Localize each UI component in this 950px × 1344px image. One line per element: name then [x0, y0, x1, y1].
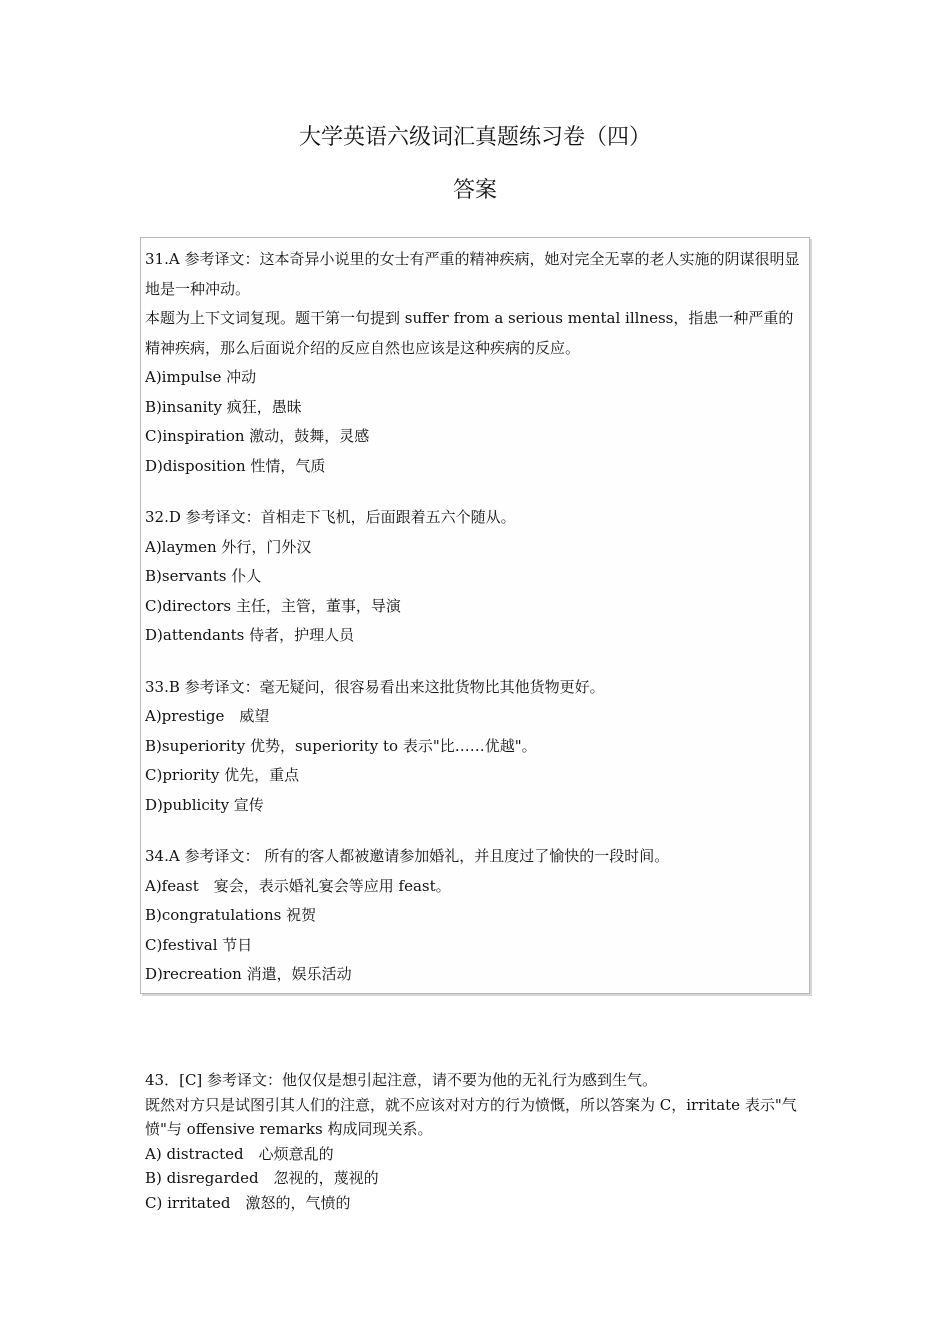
page-title: 大学英语六级词汇真题练习卷（四） — [298, 125, 651, 150]
option-a: A)impulse 冲动 — [145, 368, 257, 386]
answer-explanation: 本题为上下文词复现。题干第一句提到 suffer from a serious mental illness，指患一种严重的精神疾病，那么后面说介绍的反应自然也应该是这种疾病的反应。 — [145, 309, 794, 357]
option-d: D)publicity 宣传 — [145, 795, 264, 814]
option-d: D)disposition 性情，气质 — [145, 456, 326, 475]
option-b: B)insanity 疯狂，愚昧 — [145, 397, 302, 416]
option-b: B)superiority 优势，superiority to 表示"比……优越"。 — [145, 736, 537, 755]
option-c: C)priority 优先，重点 — [145, 766, 300, 784]
answer-block-34 — [145, 842, 803, 990]
answer-block-31 — [145, 245, 803, 481]
answer-translation: 34.A 参考译文： 所有的客人都被邀请参加婚礼，并且度过了愉快的一段时间。 — [145, 847, 670, 865]
option-a: A)prestige 威望 — [145, 707, 270, 725]
option-a: A) distracted 心烦意乱的 — [145, 1144, 334, 1163]
answer-translation: 43．[C] 参考译文：他仅仅是想引起注意，请不要为他的无礼行为感到生气。 — [145, 1071, 658, 1089]
option-c: C)inspiration 激动，鼓舞，灵感 — [145, 427, 370, 445]
option-d: D)attendants 侍者，护理人员 — [145, 626, 355, 644]
answer-translation: 32.D 参考译文：首相走下飞机，后面跟着五六个随从。 — [145, 508, 516, 526]
option-a: A)feast 宴会，表示婚礼宴会等应用 feast。 — [145, 876, 451, 895]
answer-translation: 33.B 参考译文：毫无疑问，很容易看出来这批货物比其他货物更好。 — [145, 677, 605, 696]
option-b: B)congratulations 祝贺 — [145, 906, 317, 924]
option-c: C) irritated 激怒的，气愤的 — [145, 1193, 351, 1212]
option-c: C)directors 主任，主管，董事，导演 — [145, 596, 401, 615]
page-subtitle: 答案 — [452, 178, 497, 203]
answer-box — [140, 237, 810, 994]
option-a: A)laymen 外行，门外汉 — [145, 537, 312, 556]
option-c: C)festival 节日 — [145, 935, 253, 954]
answer-block-33 — [145, 673, 803, 821]
option-d: D)recreation 消遣，娱乐活动 — [145, 965, 352, 983]
answer-explanation: 既然对方只是试图引其人们的注意，就不应该对对方的行为愤慨，所以答案为 C，irritate 表示"气愤"与 offensive remarks 构成同现关系。 — [145, 1095, 797, 1138]
answer-block-43 — [145, 1068, 815, 1215]
option-b: B) disregarded 忽视的，蔑视的 — [145, 1169, 379, 1187]
answer-block-32 — [145, 503, 803, 651]
option-b: B)servants 仆人 — [145, 567, 262, 585]
answer-translation: 31.A 参考译文：这本奇异小说里的女士有严重的精神疾病，她对完全无辜的老人实施的阴谋很明显地是一种冲动。 — [145, 250, 800, 298]
